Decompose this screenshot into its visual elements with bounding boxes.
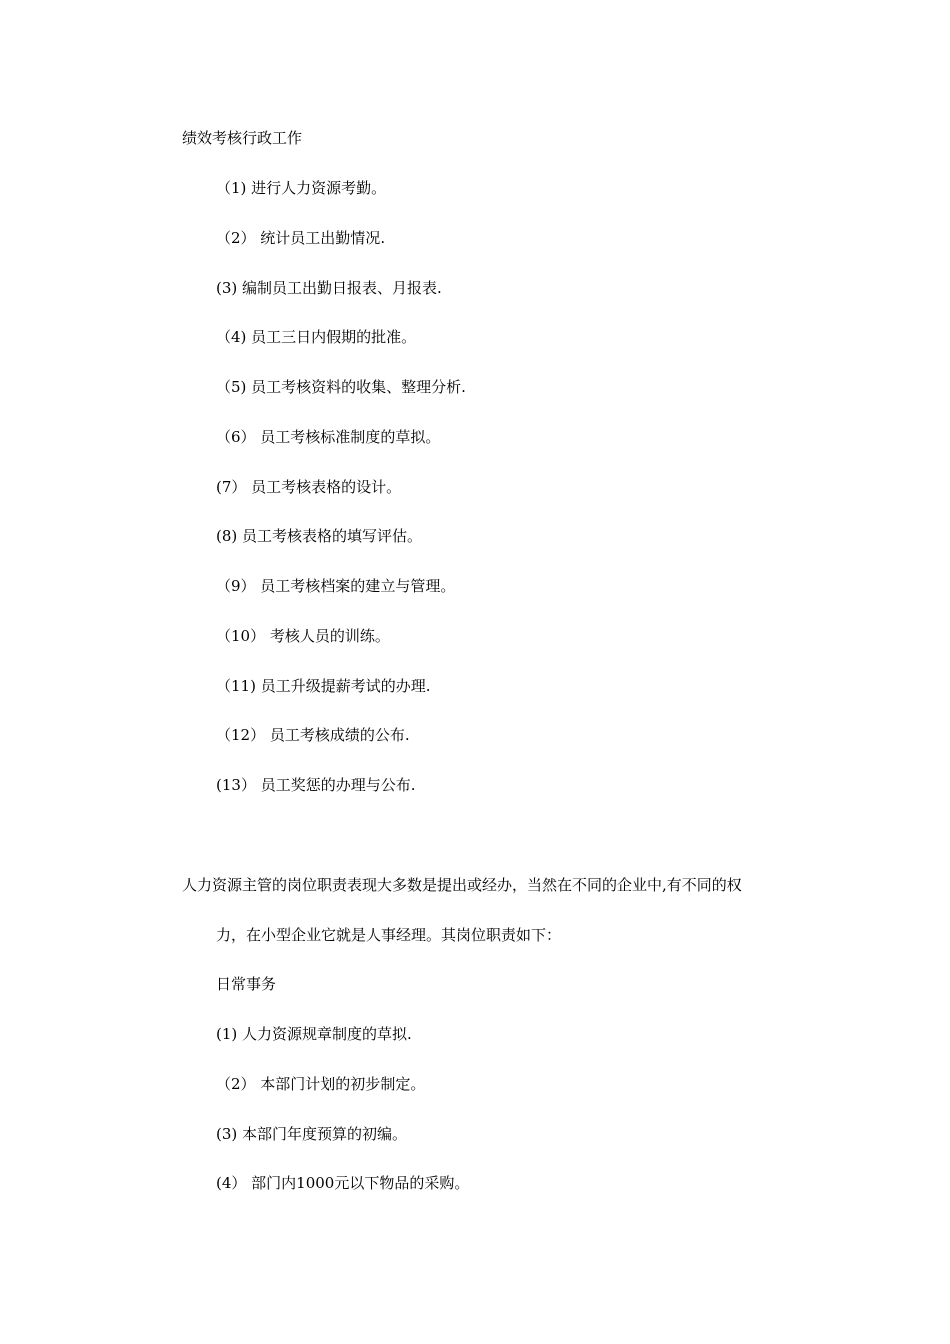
intro-paragraph-line-1: 人力资源主管的岗位职责表现大多数是提出或经办，当然在不同的企业中,有不同的权	[182, 876, 742, 894]
list-item: (4） 部门内1000元以下物品的采购。	[216, 1174, 470, 1192]
list-item: （12） 员工考核成绩的公布.	[216, 726, 410, 744]
list-item: （2） 统计员工出勤情况.	[216, 229, 386, 247]
list-item: (7） 员工考核表格的设计。	[216, 478, 402, 496]
subsection-heading: 日常事务	[216, 975, 277, 993]
list-item: （11) 员工升级提薪考试的办理.	[216, 677, 431, 695]
list-item: （10） 考核人员的训练。	[216, 627, 390, 645]
list-item: （1) 进行人力资源考勤。	[216, 179, 387, 197]
list-item: （5) 员工考核资料的收集、整理分析.	[216, 378, 466, 396]
list-item: (8) 员工考核表格的填写评估。	[216, 527, 423, 545]
intro-paragraph-line-2: 力，在小型企业它就是人事经理。其岗位职责如下：	[216, 926, 562, 944]
list-item: （4) 员工三日内假期的批准。	[216, 328, 417, 346]
list-item: （6） 员工考核标准制度的草拟。	[216, 428, 441, 446]
list-item: (3) 本部门年度预算的初编。	[216, 1125, 408, 1143]
list-item: （2） 本部门计划的初步制定。	[216, 1075, 426, 1093]
list-item: (3) 编制员工出勤日报表、月报表.	[216, 279, 442, 297]
section-heading: 绩效考核行政工作	[182, 129, 303, 147]
list-item: (1) 人力资源规章制度的草拟.	[216, 1025, 412, 1043]
list-item: (13） 员工奖惩的办理与公布.	[216, 776, 416, 794]
list-item: （9） 员工考核档案的建立与管理。	[216, 577, 456, 595]
